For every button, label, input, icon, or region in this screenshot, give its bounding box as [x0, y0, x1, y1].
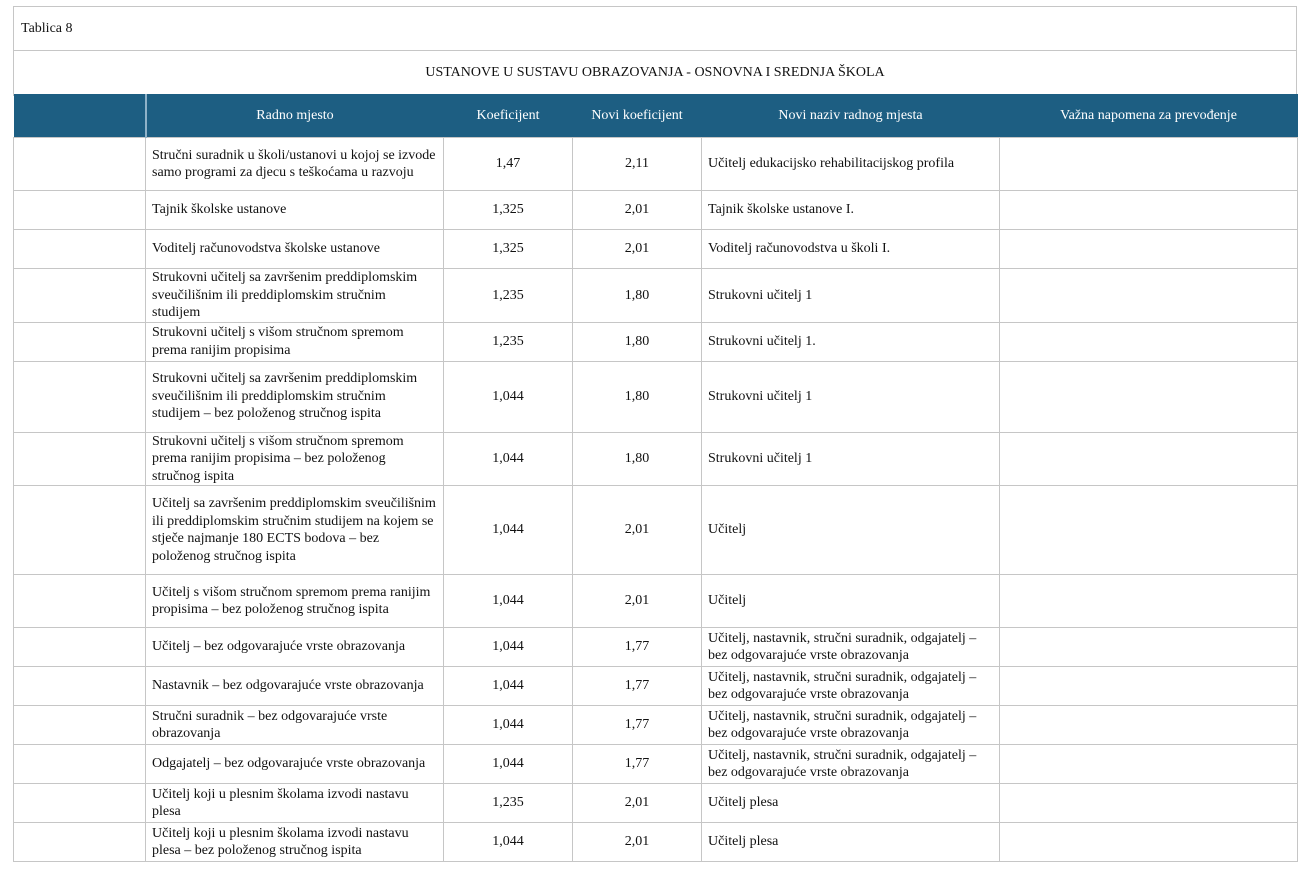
koeficijent-cell: 1,044 — [444, 628, 573, 667]
napomena-cell — [1000, 269, 1298, 323]
novi-koeficijent-cell: 1,80 — [573, 361, 702, 432]
napomena-cell — [1000, 138, 1298, 191]
novi-naziv-cell: Učitelj — [702, 575, 1000, 628]
row-blank-cell — [14, 269, 146, 323]
radno-mjesto-cell: Učitelj koji u plesnim školama izvodi nastavu plesa — [146, 784, 444, 823]
radno-mjesto-cell: Stručni suradnik u školi/ustanovi u kojoj se izvode samo programi za djecu s teškoćama u razvoju — [146, 138, 444, 191]
novi-koeficijent-cell: 2,01 — [573, 191, 702, 230]
header-row — [14, 94, 1298, 138]
koeficijent-cell: 1,044 — [444, 823, 573, 862]
row-blank-cell — [14, 432, 146, 486]
novi-koeficijent-cell: 2,01 — [573, 486, 702, 575]
row-blank-cell — [14, 784, 146, 823]
koeficijent-cell: 1,235 — [444, 784, 573, 823]
table-row — [14, 230, 1298, 269]
novi-koeficijent-cell: 2,01 — [573, 823, 702, 862]
novi-koeficijent-cell: 2,01 — [573, 575, 702, 628]
napomena-cell — [1000, 628, 1298, 667]
novi-koeficijent-cell: 2,11 — [573, 138, 702, 191]
row-blank-cell — [14, 138, 146, 191]
novi-naziv-cell: Učitelj — [702, 486, 1000, 575]
napomena-cell — [1000, 230, 1298, 269]
radno-mjesto-cell: Učitelj s višom stručnom spremom prema ranijim propisima – bez položenog stručnog ispita — [146, 575, 444, 628]
table-row — [14, 486, 1298, 575]
radno-mjesto-cell: Stručni suradnik – bez odgovarajuće vrste obrazovanja — [146, 706, 444, 745]
novi-koeficijent-cell: 1,77 — [573, 745, 702, 784]
table-row — [14, 667, 1298, 706]
koeficijent-cell: 1,044 — [444, 667, 573, 706]
table-label: Tablica 8 — [14, 7, 1296, 51]
table-row — [14, 745, 1298, 784]
table-row — [14, 322, 1298, 361]
novi-naziv-cell: Učitelj, nastavnik, stručni suradnik, odgajatelj – bez odgovarajuće vrste obrazovanja — [702, 628, 1000, 667]
napomena-cell — [1000, 784, 1298, 823]
header-novi-koeficijent: Novi koeficijent — [573, 94, 702, 138]
novi-naziv-cell: Tajnik školske ustanove I. — [702, 191, 1000, 230]
koeficijent-cell: 1,325 — [444, 230, 573, 269]
novi-koeficijent-cell: 1,80 — [573, 432, 702, 486]
header-radno-mjesto: Radno mjesto — [146, 94, 444, 138]
header-empty — [14, 94, 146, 138]
radno-mjesto-cell: Voditelj računovodstva školske ustanove — [146, 230, 444, 269]
row-blank-cell — [14, 667, 146, 706]
novi-koeficijent-cell: 1,77 — [573, 706, 702, 745]
table-row — [14, 269, 1298, 323]
row-blank-cell — [14, 322, 146, 361]
koeficijent-cell: 1,044 — [444, 486, 573, 575]
koeficijent-cell: 1,235 — [444, 322, 573, 361]
radno-mjesto-cell: Strukovni učitelj s višom stručnom spremom prema ranijim propisima – bez položenog stručnog ispita — [146, 432, 444, 486]
table-row — [14, 823, 1298, 862]
header-napomena: Važna napomena za prevođenje — [1000, 94, 1298, 138]
napomena-cell — [1000, 706, 1298, 745]
napomena-cell — [1000, 667, 1298, 706]
radno-mjesto-cell: Strukovni učitelj sa završenim preddiplomskim sveučilišnim ili preddiplomskim stručnim studijem – bez položenog stručnog ispita — [146, 361, 444, 432]
header-koeficijent: Koeficijent — [444, 94, 573, 138]
table-row — [14, 784, 1298, 823]
novi-naziv-cell: Učitelj, nastavnik, stručni suradnik, odgajatelj – bez odgovarajuće vrste obrazovanja — [702, 745, 1000, 784]
row-blank-cell — [14, 745, 146, 784]
koeficijent-cell: 1,044 — [444, 432, 573, 486]
napomena-cell — [1000, 823, 1298, 862]
radno-mjesto-cell: Učitelj koji u plesnim školama izvodi nastavu plesa – bez položenog stručnog ispita — [146, 823, 444, 862]
novi-naziv-cell: Učitelj edukacijsko rehabilitacijskog profila — [702, 138, 1000, 191]
row-blank-cell — [14, 230, 146, 269]
koeficijent-cell: 1,47 — [444, 138, 573, 191]
row-blank-cell — [14, 823, 146, 862]
novi-naziv-cell: Učitelj plesa — [702, 784, 1000, 823]
coefficients-table — [13, 94, 1298, 862]
row-blank-cell — [14, 361, 146, 432]
section-heading: USTANOVE U SUSTAVU OBRAZOVANJA - OSNOVNA I SREDNJA ŠKOLA — [425, 65, 885, 80]
novi-koeficijent-cell: 1,77 — [573, 667, 702, 706]
napomena-cell — [1000, 191, 1298, 230]
table-row — [14, 628, 1298, 667]
koeficijent-cell: 1,044 — [444, 706, 573, 745]
napomena-cell — [1000, 486, 1298, 575]
novi-koeficijent-cell: 2,01 — [573, 784, 702, 823]
koeficijent-cell: 1,044 — [444, 361, 573, 432]
table-row — [14, 361, 1298, 432]
koeficijent-cell: 1,044 — [444, 575, 573, 628]
table-row — [14, 432, 1298, 486]
novi-naziv-cell: Strukovni učitelj 1 — [702, 361, 1000, 432]
novi-naziv-cell: Učitelj, nastavnik, stručni suradnik, odgajatelj – bez odgovarajuće vrste obrazovanja — [702, 706, 1000, 745]
row-blank-cell — [14, 191, 146, 230]
radno-mjesto-cell: Odgajatelj – bez odgovarajuće vrste obrazovanja — [146, 745, 444, 784]
napomena-cell — [1000, 575, 1298, 628]
radno-mjesto-cell: Učitelj – bez odgovarajuće vrste obrazovanja — [146, 628, 444, 667]
table-row — [14, 138, 1298, 191]
table-row — [14, 575, 1298, 628]
radno-mjesto-cell: Tajnik školske ustanove — [146, 191, 444, 230]
napomena-cell — [1000, 745, 1298, 784]
table-row — [14, 706, 1298, 745]
row-blank-cell — [14, 706, 146, 745]
novi-naziv-cell: Voditelj računovodstva u školi I. — [702, 230, 1000, 269]
row-blank-cell — [14, 628, 146, 667]
radno-mjesto-cell: Strukovni učitelj sa završenim preddiplomskim sveučilišnim ili preddiplomskim stručnim studijem — [146, 269, 444, 323]
novi-koeficijent-cell: 2,01 — [573, 230, 702, 269]
radno-mjesto-cell: Učitelj sa završenim preddiplomskim sveučilišnim ili preddiplomskim stručnim studijem na kojem se stječe najmanje 180 ECTS bodova – bez položenog stručnog ispita — [146, 486, 444, 575]
novi-naziv-cell: Strukovni učitelj 1. — [702, 322, 1000, 361]
novi-naziv-cell: Strukovni učitelj 1 — [702, 432, 1000, 486]
napomena-cell — [1000, 361, 1298, 432]
radno-mjesto-cell: Strukovni učitelj s višom stručnom spremom prema ranijim propisima — [146, 322, 444, 361]
row-blank-cell — [14, 575, 146, 628]
novi-naziv-cell: Učitelj, nastavnik, stručni suradnik, odgajatelj – bez odgovarajuće vrste obrazovanja — [702, 667, 1000, 706]
row-blank-cell — [14, 486, 146, 575]
novi-koeficijent-cell: 1,77 — [573, 628, 702, 667]
koeficijent-cell: 1,325 — [444, 191, 573, 230]
koeficijent-cell: 1,235 — [444, 269, 573, 323]
napomena-cell — [1000, 322, 1298, 361]
novi-naziv-cell: Strukovni učitelj 1 — [702, 269, 1000, 323]
koeficijent-cell: 1,044 — [444, 745, 573, 784]
novi-koeficijent-cell: 1,80 — [573, 269, 702, 323]
novi-naziv-cell: Učitelj plesa — [702, 823, 1000, 862]
table-row — [14, 191, 1298, 230]
header-novi-naziv: Novi naziv radnog mjesta — [702, 94, 1000, 138]
radno-mjesto-cell: Nastavnik – bez odgovarajuće vrste obrazovanja — [146, 667, 444, 706]
napomena-cell — [1000, 432, 1298, 486]
novi-koeficijent-cell: 1,80 — [573, 322, 702, 361]
table-frame — [13, 6, 1297, 96]
